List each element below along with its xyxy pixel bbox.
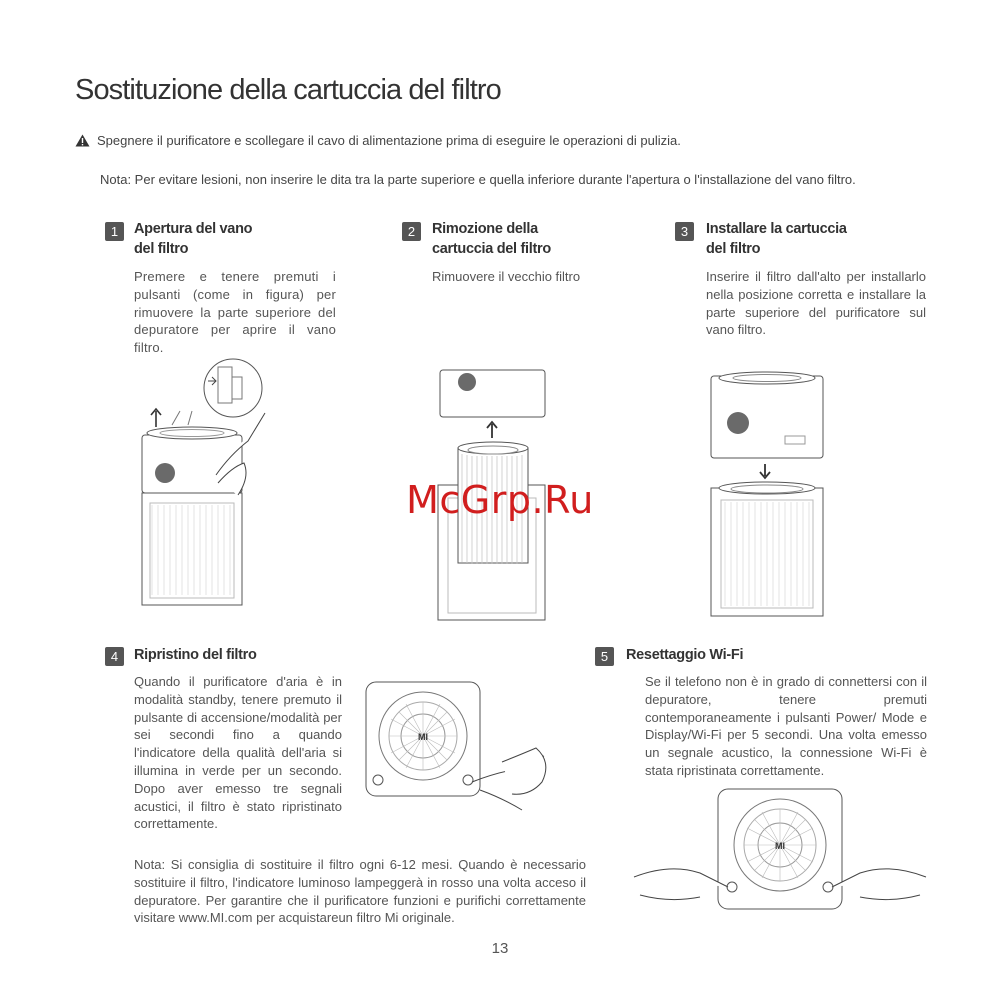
- illustration-filter-reset: [362, 678, 572, 818]
- step-1-title-line2: del filtro: [134, 241, 189, 257]
- step-2-title-line2: cartuccia del filtro: [432, 241, 551, 257]
- page-number: 13: [491, 940, 509, 957]
- step-4-body: Quando il purificatore d'aria è in modalità standby, tenere premuto il pulsante di accensione/modalità per sei secondi fino a quando l'indicatore della qualità dell'aria si illumina in verde per un secondo. Dopo aver emesso tre segnali acustici, il filtro è stato ripristinato correttamente.: [134, 674, 342, 832]
- step-1-title-line1: Apertura del vano: [134, 221, 253, 237]
- warning-row: [75, 133, 681, 148]
- illustration-wifi-reset: [630, 785, 930, 915]
- step-3-title-line2: del filtro: [706, 241, 761, 257]
- step-1-number: 1: [105, 222, 124, 241]
- step-4-number: 4: [105, 647, 124, 666]
- watermark: McGrp.Ru: [406, 478, 594, 522]
- step-4-title: Ripristino del filtro: [134, 647, 257, 663]
- device-logo: MI: [418, 732, 428, 742]
- warning-icon: [75, 134, 90, 147]
- step-2-title: [432, 219, 551, 259]
- step-1-title: [134, 219, 252, 259]
- safety-note: Nota: Per evitare lesioni, non inserire le dita tra la parte superiore e quella inferiore durante l'apertura o l'installazione del vano filtro.: [100, 172, 856, 187]
- step-5-number: 5: [595, 647, 614, 666]
- step-3-number: 3: [675, 222, 694, 241]
- step-3-title-line1: Installare la cartuccia: [706, 221, 847, 237]
- step-2-number: 2: [402, 222, 421, 241]
- warning-text: Spegnere il purificatore e scollegare il cavo di alimentazione prima di eseguire le operazioni di pulizia.: [97, 133, 681, 148]
- replacement-note: Nota: Si consiglia di sostituire il filtro ogni 6-12 mesi. Quando è necessario sostituire il filtro, l'indicatore luminoso lampeggerà in rosso una volta acceso il depuratore. Per garantire che il purificatore funzioni e purifichi correttamente visitare www.MI.com per acquistareun filtro Mi originale.: [134, 857, 586, 926]
- device-logo-2: MI: [775, 841, 785, 851]
- step-3-body: Inserire il filtro dall'alto per installarlo nella posizione corretta e installare la parte superiore del purificatore sul vano filtro.: [706, 269, 926, 338]
- step-2-title-line1: Rimozione della: [432, 221, 538, 237]
- step-5-body: Se il telefono non è in grado di connettersi con il depuratore, tenere premuti contemporaneamente i pulsanti Power/ Mode e Display/Wi-Fi per 5 secondi. Una volta emesso un segnale acustico, la connessione Wi-Fi è stata ripristinata correttamente.: [645, 674, 927, 778]
- step-3-title: [706, 219, 847, 259]
- step-2-body: Rimuovere il vecchio filtro: [432, 269, 581, 284]
- step-1-body: Premere e tenere premuti i pulsanti (come in figura) per rimuovere la parte superiore del depuratore per aprire il vano filtro.: [134, 269, 336, 356]
- page-title: Sostituzione della cartuccia del filtro: [75, 74, 501, 106]
- step-5-title: Resettaggio Wi-Fi: [626, 647, 744, 663]
